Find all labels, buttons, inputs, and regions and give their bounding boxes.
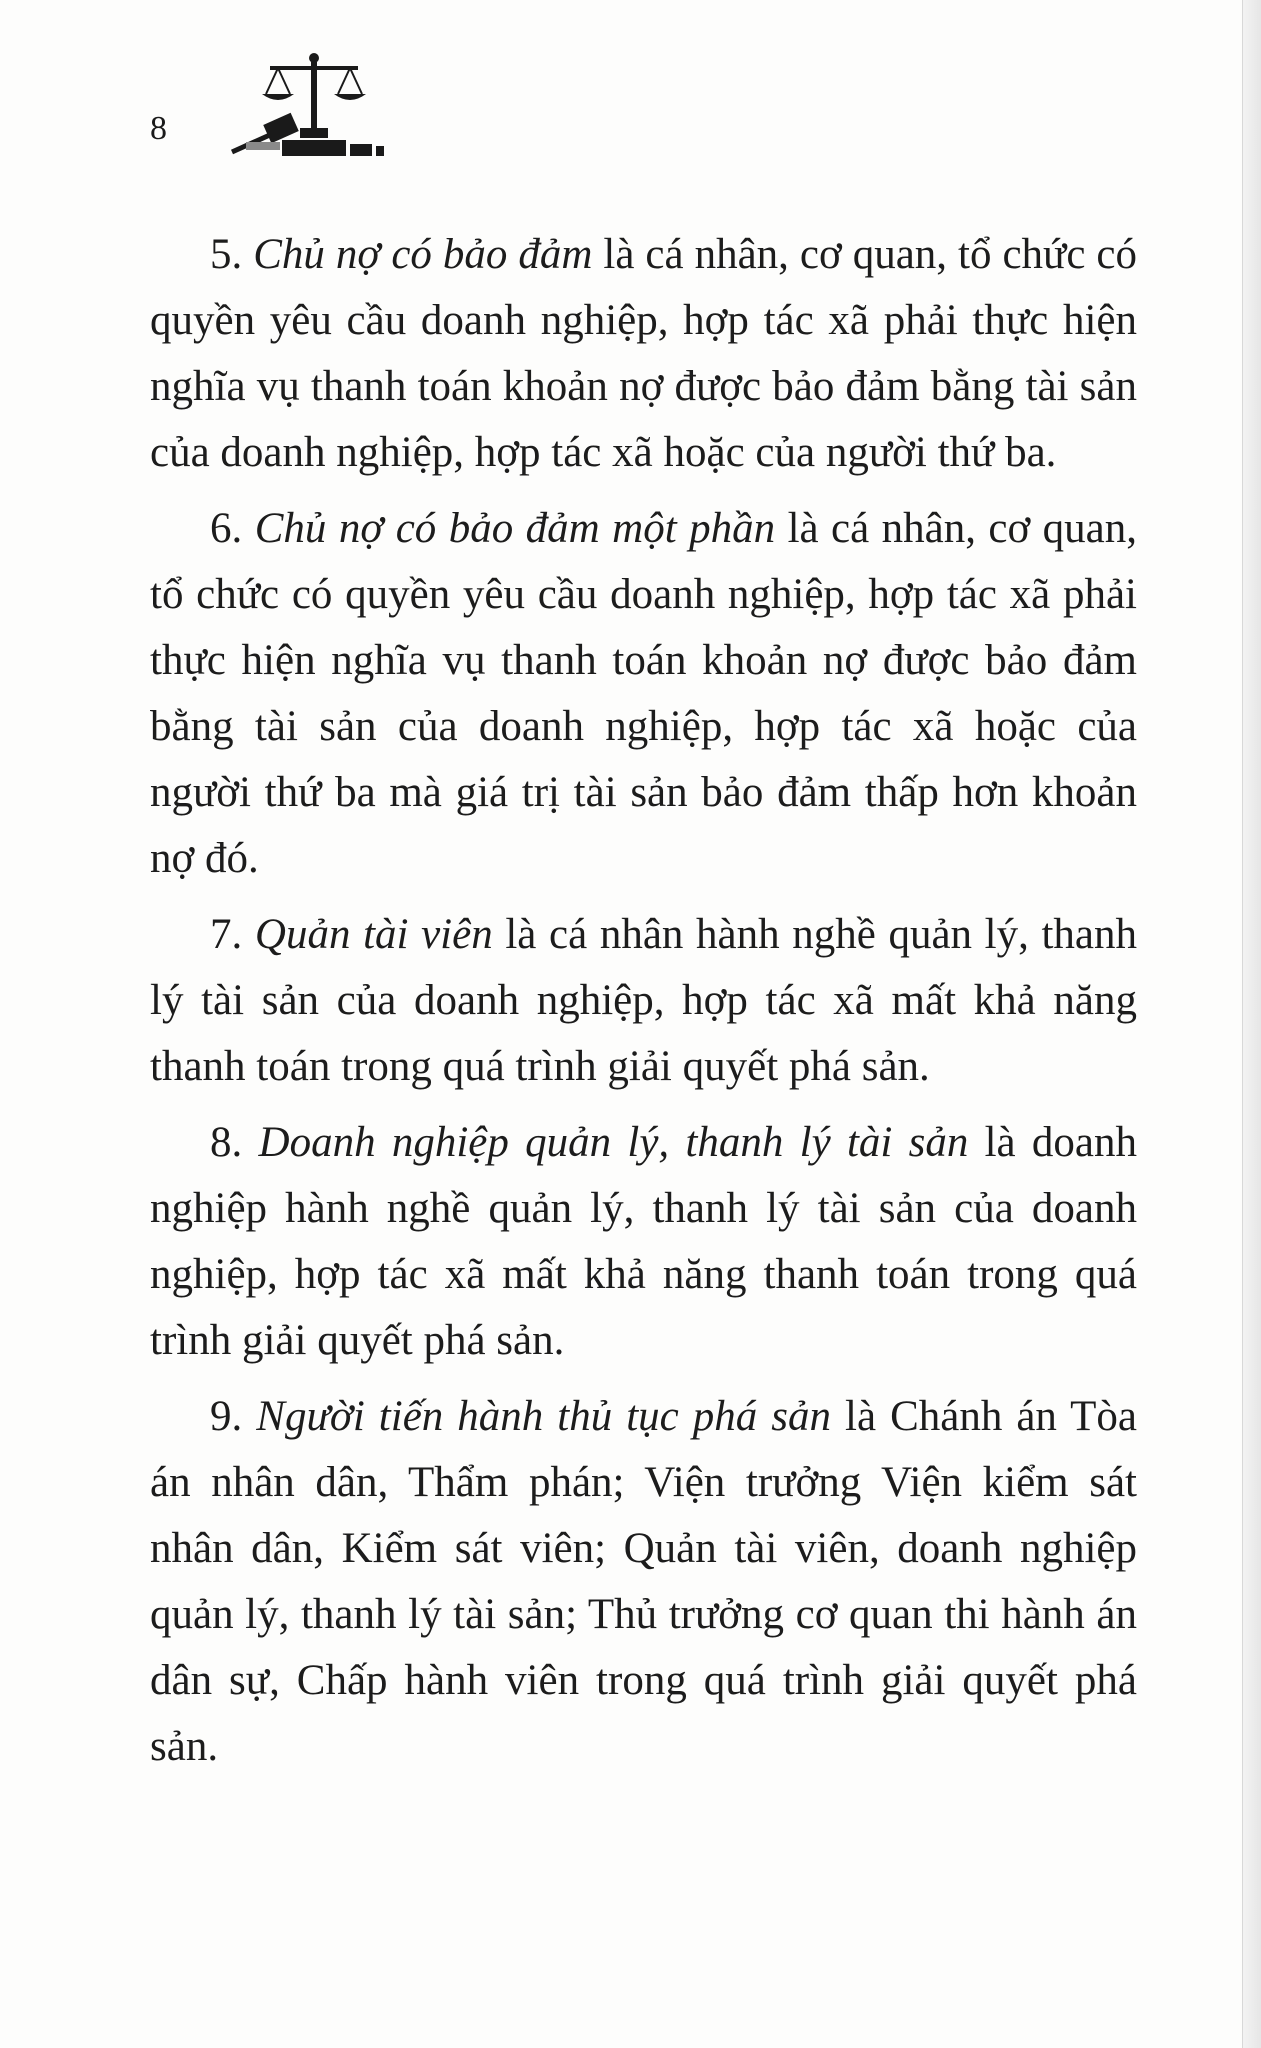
definition-paragraph-8 [150,1110,1137,1374]
defined-term: Quản tài viên [254,911,493,958]
clause-number: 5. [210,231,243,278]
definition-paragraph-9 [150,1384,1137,1780]
definition-paragraph-7 [150,902,1137,1100]
clause-number: 8. [210,1119,243,1166]
definition-text: là cá nhân, cơ quan, tổ chức có quyền yêu cầu doanh nghiệp, hợp tác xã phải thực hiện nghĩa vụ thanh toán khoản nợ được bảo đảm bằng tài sản của doanh nghiệp, hợp tác xã hoặc của người thứ ba mà giá trị tài sản bảo đảm thấp hơn khoản nợ đó. [150,505,1138,882]
clause-number: 9. [210,1393,243,1440]
definition-paragraph-6 [150,496,1137,892]
defined-term: Chủ nợ có bảo đảm [253,231,593,278]
clause-number: 7. [210,911,243,958]
article-body [150,222,1137,1790]
defined-term: Doanh nghiệp quản lý, thanh lý tài sản [258,1119,969,1166]
definition-text: là doanh nghiệp hành nghề quản lý, thanh lý tài sản của doanh nghiệp, hợp tác xã mất khả năng thanh toán trong quá trình giải quyết phá sản. [150,1119,1137,1364]
definition-text: là Chánh án Tòa án nhân dân, Thẩm phán; Viện trưởng Viện kiểm sát nhân dân, Kiểm sát viên; Quản tài viên, doanh nghiệp quản lý, thanh lý tài sản; Thủ trưởng cơ quan thi hành án dân sự, Chấp hành viên trong quá trình giải quyết phá sản. [150,1393,1138,1770]
scales-of-justice-gavel-icon [222,48,406,160]
definition-text: là cá nhân, cơ quan, tổ chức có quyền yêu cầu doanh nghiệp, hợp tác xã phải thực hiện nghĩa vụ thanh toán khoản nợ được bảo đảm bằng tài sản của doanh nghiệp, hợp tác xã hoặc của người thứ ba. [150,231,1137,476]
definition-paragraph-5 [150,222,1137,486]
definition-text: là cá nhân hành nghề quản lý, thanh lý tài sản của doanh nghiệp, hợp tác xã mất khả năng thanh toán trong quá trình giải quyết phá sản. [150,911,1138,1090]
clause-number: 6. [210,505,243,552]
defined-term: Người tiến hành thủ tục phá sản [256,1393,832,1440]
page-edge-shadow [1242,0,1261,2048]
defined-term: Chủ nợ có bảo đảm một phần [254,505,776,552]
page-number: 8 [150,110,167,147]
